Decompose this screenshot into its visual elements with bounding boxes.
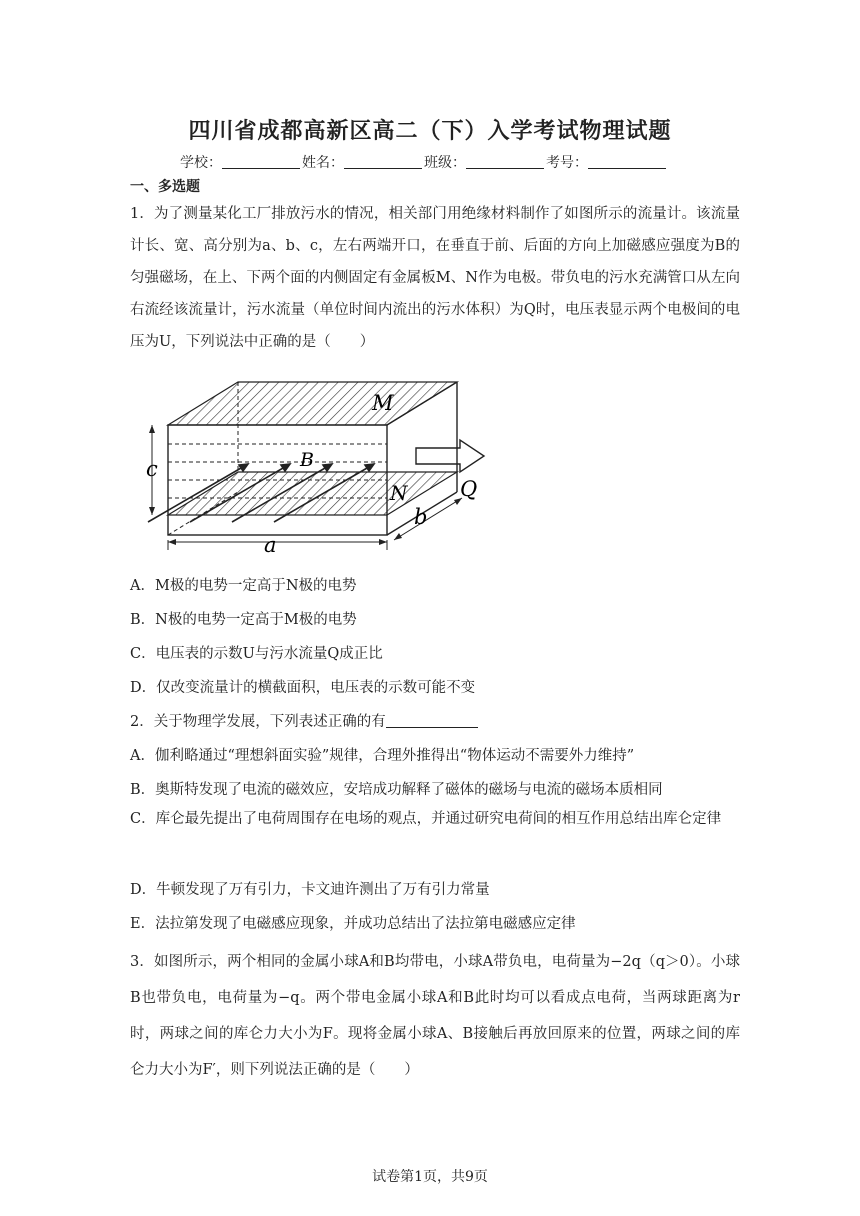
flow-meter-figure <box>140 372 500 558</box>
label-q: Q <box>460 477 478 501</box>
q1-option-b[interactable]: B．N极的电势一定高于M极的电势 <box>130 612 357 628</box>
label-b-field: B <box>300 449 314 471</box>
q2-option-a[interactable]: A．伽利略通过“理想斜面实验”规律，合理外推得出“物体运动不需要外力维持” <box>130 748 635 764</box>
q1-option-c[interactable]: C．电压表的示数U与污水流量Q成正比 <box>130 646 383 662</box>
q2-option-d[interactable]: D．牛顿发现了万有引力，卡文迪许测出了万有引力常量 <box>130 882 490 898</box>
flow-arrow <box>416 440 484 472</box>
q2-option-b[interactable]: B．奥斯特发现了电流的磁效应，安培成功解释了磁体的磁场与电流的磁场本质相同 <box>130 782 663 798</box>
q2-answer-blank[interactable] <box>386 713 478 728</box>
label-c: c <box>146 457 158 481</box>
section-heading: 一、多选题 <box>130 179 200 195</box>
page-footer: 试卷第1页，共9页 <box>372 1169 488 1185</box>
class-field[interactable] <box>466 154 544 169</box>
label-m: M <box>372 391 394 415</box>
school-field[interactable] <box>222 154 300 169</box>
name-label: 姓名： <box>302 155 344 171</box>
question-2-stem: 2．关于物理学发展，下列表述正确的有 <box>130 714 386 730</box>
class-label: 班级： <box>424 155 466 171</box>
label-n: N <box>390 481 408 505</box>
label-a: a <box>264 533 277 557</box>
q2-option-c[interactable]: C．库仑最先提出了电荷周围存在电场的观点，并通过研究电荷间的相互作用总结出库仑定律 <box>130 811 722 827</box>
exam-no-field[interactable] <box>588 154 666 169</box>
question-2-stem-line <box>130 710 478 731</box>
school-label: 学校： <box>180 155 222 171</box>
student-info-line <box>180 152 668 172</box>
q1-option-a[interactable]: A．M极的电势一定高于N极的电势 <box>130 578 357 594</box>
label-b: b <box>414 505 428 529</box>
question-3-stem: 3．如图所示，两个相同的金属小球A和B均带电，小球A带负电，电荷量为−2q（q＞0）。小球B也带负电，电荷量为−q。两个带电金属小球A和B此时均可以看成点电荷，当两球距离为r时，两球之间的库仑力大小为F。现将金属小球A、B接触后再放回原来的位置，两球之间的库仑力大小为F′，则下列说法正确的是（ ） <box>130 954 740 1078</box>
q1-option-d[interactable]: D．仅改变流量计的横截面积，电压表的示数可能不变 <box>130 680 476 696</box>
top-plate-m <box>168 382 457 425</box>
exam-no-label: 考号： <box>546 155 588 171</box>
exam-title: 四川省成都高新区高二（下）入学考试物理试题 <box>188 119 672 144</box>
name-field[interactable] <box>344 154 422 169</box>
question-1-stem: 1．为了测量某化工厂排放污水的情况，相关部门用绝缘材料制作了如图所示的流量计。该流量计长、宽、高分别为a、b、c，左右两端开口，在垂直于前、后面的方向上加磁感应强度为B的匀强磁场，在上、下两个面的内侧固定有金属板M、N作为电极。带负电的污水充满管口从左向右流经该流量计，污水流量（单位时间内流出的污水体积）为Q时，电压表显示两个电极间的电压为U，下列说法中正确的是（ ） <box>130 206 740 350</box>
q2-option-e[interactable]: E．法拉第发现了电磁感应现象，并成功总结出了法拉第电磁感应定律 <box>130 916 576 932</box>
